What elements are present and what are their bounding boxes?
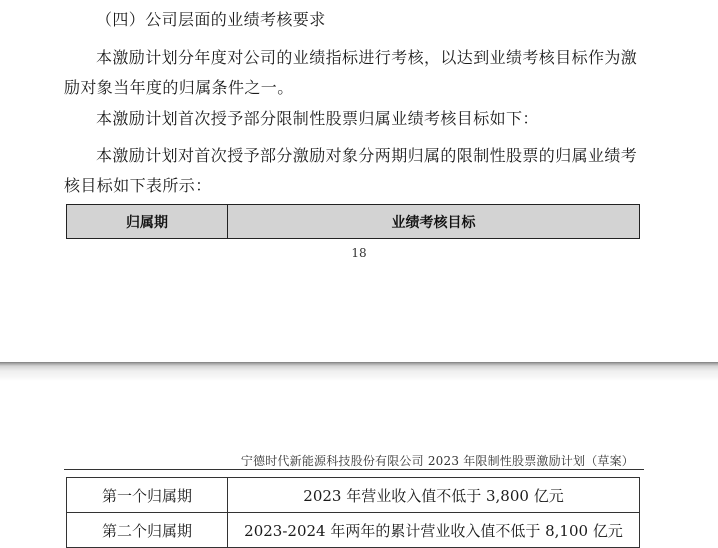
table-header-row [67, 205, 640, 239]
column-header-period: 归属期 [67, 205, 228, 239]
performance-table-header [66, 204, 640, 239]
paragraph-3: 本激励计划对首次授予部分激励对象分两期归属的限制性股票的归属业绩考核目标如下表所示： [64, 146, 638, 195]
row-1-period: 第一个归属期 [67, 478, 228, 513]
performance-table-body [66, 477, 640, 548]
row-2-period: 第二个归属期 [67, 513, 228, 548]
row-2-target: 2023-2024 年两年的累计营业收入值不低于 8,100 亿元 [228, 513, 640, 548]
paragraph-1: 本激励计划分年度对公司的业绩指标进行考核，以达到业绩考核目标作为激励对象当年度的归属条件之一。 [64, 48, 638, 97]
section-heading: （四）公司层面的业绩考核要求 [96, 10, 326, 29]
page-number: 18 [351, 246, 367, 260]
table-row [67, 478, 640, 513]
column-header-target: 业绩考核目标 [228, 205, 640, 239]
paragraph-2: 本激励计划首次授予部分限制性股票归属业绩考核目标如下： [96, 109, 539, 128]
table-row [67, 513, 640, 548]
running-header: 宁德时代新能源科技股份有限公司 2023 年限制性股票激励计划（草案） [240, 454, 634, 468]
row-1-target: 2023 年营业收入值不低于 3,800 亿元 [228, 478, 640, 513]
header-rule [64, 469, 644, 470]
page-break [0, 362, 718, 381]
